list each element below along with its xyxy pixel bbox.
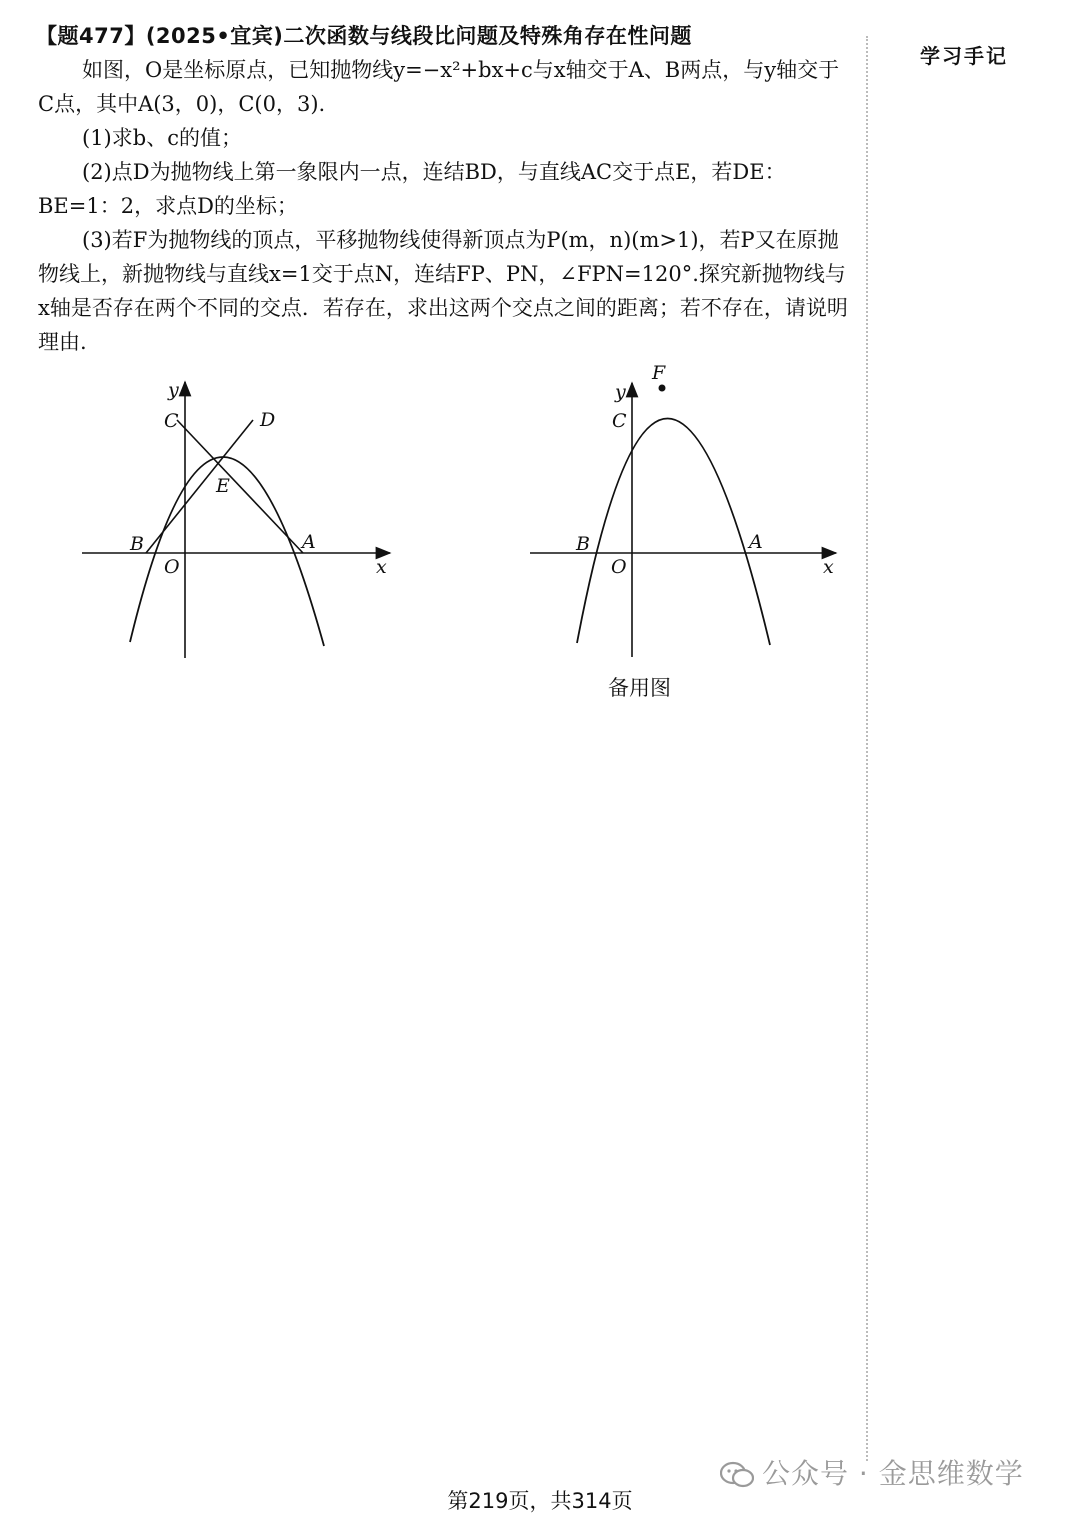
problem-title: 【题477】(2025•宜宾)二次函数与线段比问题及特殊角存在性问题: [36, 24, 692, 48]
label-f: F: [652, 362, 666, 384]
label-e: E: [216, 475, 230, 497]
problem-intro: 如图，O是坐标原点，已知抛物线y=−x²+bx+c与x轴交于A、B两点，与y轴交于C点，其中A(3，0)，C(0，3).: [38, 58, 840, 116]
label-d: D: [260, 409, 276, 431]
problem-part-3: (3)若F为抛物线的顶点，平移抛物线使得新顶点为P(m，n)(m>1)，若P又在原抛物线上，新抛物线与直线x=1交于点N，连结FP、PN，∠FPN=120°.探究新抛物线与x轴是否存在两个不同的交点．若存在，求出这两个交点之间的距离；若不存在，请说明理由.: [38, 228, 848, 354]
watermark-text: 公众号 · 金思维数学: [762, 1457, 1024, 1490]
label-c: C: [164, 410, 179, 432]
label-o: O: [164, 556, 180, 578]
study-notes-title: 学习手记: [920, 44, 1008, 68]
label-y: y: [615, 381, 626, 403]
parabola: [577, 418, 770, 645]
label-y: y: [168, 379, 179, 401]
vertex-f-point: [659, 385, 666, 392]
figure-2-caption: 备用图: [608, 676, 671, 700]
label-a: A: [302, 531, 316, 553]
label-x: x: [823, 556, 834, 578]
page-number: 第219页，共314页: [447, 1489, 633, 1513]
label-o: O: [611, 556, 627, 578]
figure-2: [520, 355, 850, 665]
segment-bd: [146, 420, 253, 553]
label-c: C: [612, 410, 627, 432]
label-b: B: [130, 533, 144, 555]
label-a: A: [749, 531, 763, 553]
notes-divider: [866, 36, 868, 1461]
problem-part-2: (2)点D为抛物线上第一象限内一点，连结BD，与直线AC交于点E，若DE：BE=1：2，求点D的坐标；: [38, 160, 786, 218]
figure-1: [70, 370, 410, 670]
problem-part-1: (1)求b、c的值；: [82, 126, 242, 150]
label-x: x: [376, 556, 387, 578]
segment-ca: [177, 420, 303, 553]
label-b: B: [576, 533, 590, 555]
